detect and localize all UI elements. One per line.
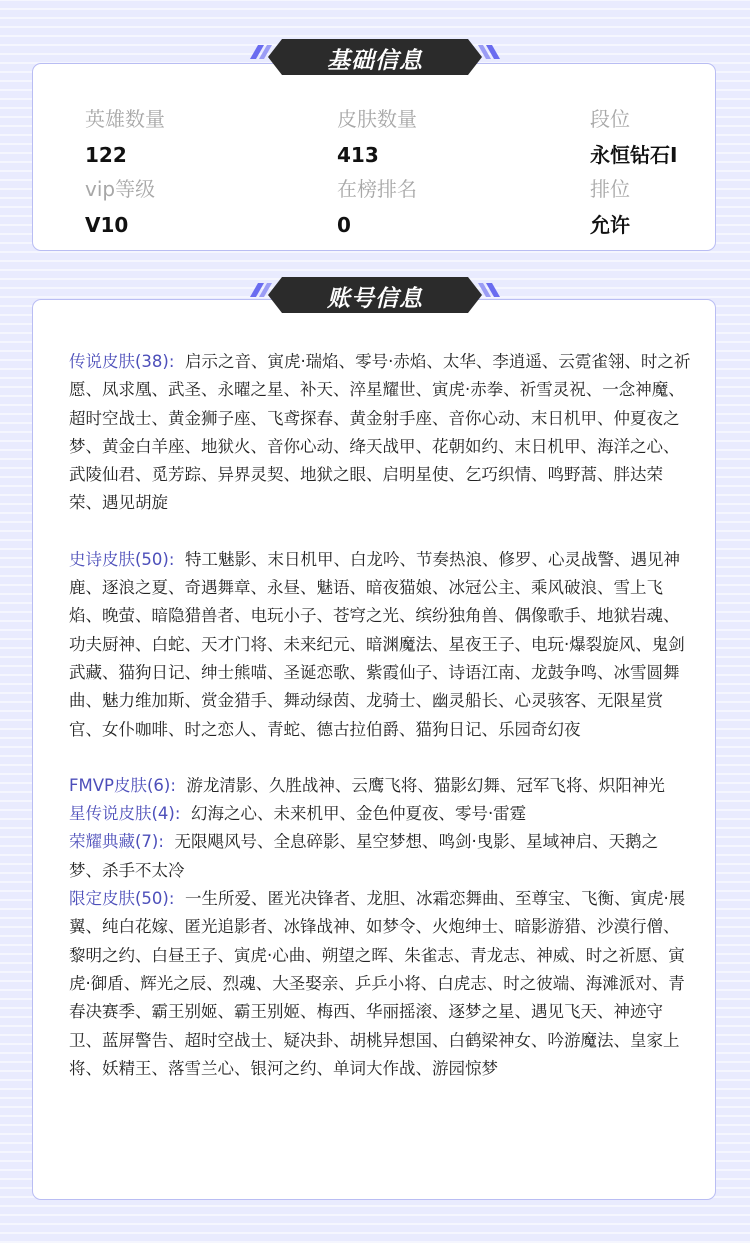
stat-ranked — [590, 176, 630, 238]
stat-value: 0 — [337, 213, 351, 237]
stat-label: 在榜排名 — [337, 177, 417, 201]
stat-value: 允许 — [590, 213, 630, 237]
stat-vip-level — [85, 176, 155, 238]
skin-category-label: FMVP皮肤(6): — [69, 775, 176, 795]
stat-skin-count — [337, 106, 417, 168]
skin-list — [69, 348, 691, 1083]
skin-category-label: 荣耀典藏(7): — [69, 832, 164, 852]
skin-group-limited — [69, 885, 691, 1083]
skin-group-glory-collection — [69, 828, 691, 885]
skin-items: 幻海之心、未来机甲、金色仲夏夜、零号·雷霆 — [190, 804, 527, 824]
skin-items: 一生所爱、匿光决锋者、龙胆、冰霜恋舞曲、至尊宝、飞衡、寅虎·展翼、纯白花嫁、匿光追影者、冰锋战神、如梦令、火炮绅士、暗影游猎、沙漠行僧、黎明之约、白昼王子、寅虎·心曲、朔望之晖、朱雀志、青龙志、神威、时之祈愿、寅虎·御盾、辉光之辰、烈魂、大圣娶亲、乒乒小将、白虎志、时之彼端、海滩派对、青春决赛季、霸王别姬、霸王别姬、梅西、华丽摇滚、逐梦之星、遇见飞天、神迹守卫、蓝屏警告、超时空战士、疑决卦、胡桃异想国、白鹤梁神女、吟游魔法、皇家上将、妖精王、落雪兰心、银河之约、单词大作战、游园惊梦 — [69, 889, 686, 1078]
skin-items: 特工魅影、末日机甲、白龙吟、节奏热浪、修罗、心灵战警、遇见神鹿、逐浪之夏、奇遇舞章、永昼、魅语、暗夜猫娘、冰冠公主、乘风破浪、雪上飞焰、晚萤、暗隐猎兽者、电玩小子、苍穹之光、缤纷独角兽、偶像歌手、地狱岩魂、功夫厨神、白蛇、天才门将、未来纪元、暗渊魔法、星夜王子、电玩·爆裂旋风、鬼剑武藏、猫狗日记、绅士熊喵、圣诞恋歌、紫霞仙子、诗语江南、龙鼓争鸣、冰雪圆舞曲、魅力维加斯、赏金猎手、舞动绿茵、龙骑士、幽灵船长、心灵骇客、无限星赏官、女仆咖啡、时之恋人、青蛇、德古拉伯爵、猫狗日记、乐园奇幻夜 — [69, 549, 685, 739]
stat-label: 排位 — [590, 177, 630, 201]
section-header-basic-info — [250, 37, 500, 85]
stat-label: vip等级 — [85, 177, 156, 201]
account-info-card — [32, 299, 716, 1200]
skin-category-label: 星传说皮肤(4): — [69, 804, 181, 824]
stat-rank-tier — [590, 106, 677, 168]
skin-items: 游龙清影、久胜战神、云鹰飞将、猫影幻舞、冠军飞将、炽阳神光 — [186, 775, 665, 795]
skin-group-fmvp — [69, 772, 691, 800]
section-title: 基础信息 — [327, 48, 423, 74]
stat-label: 段位 — [590, 107, 630, 131]
stat-value: V10 — [85, 213, 129, 237]
section-header-account-info — [250, 275, 500, 323]
section-title: 账号信息 — [327, 286, 423, 312]
stat-label: 皮肤数量 — [337, 107, 417, 131]
stat-value: 永恒钻石I — [590, 143, 678, 167]
skin-category-label: 传说皮肤(38): — [69, 352, 175, 371]
skin-items: 无限飓风号、全息碎影、星空梦想、鸣剑·曳影、星域神启、天鹅之梦、杀手不太冷 — [69, 832, 659, 880]
skin-items: 启示之音、寅虎·瑞焰、零号·赤焰、太华、李逍遥、云霓雀翎、时之祈愿、凤求凰、武圣、永曜之星、补天、淬星耀世、寅虎·赤拳、祈雪灵祝、一念神魔、超时空战士、黄金狮子座、飞鸢探春、黄金射手座、音你心动、末日机甲、仲夏夜之梦、黄金白羊座、地狱火、音你心动、绛天战甲、花朝如约、末日机甲、海洋之心、武陵仙君、觅芳踪、异界灵契、地狱之眼、启明星使、乞巧织情、鸣野蒿、胖达荣荣、遇见胡旋 — [69, 352, 691, 513]
stat-value: 413 — [337, 143, 379, 167]
basic-info-card — [32, 63, 716, 251]
skin-group-legendary — [69, 348, 691, 518]
skin-category-label: 限定皮肤(50): — [69, 889, 175, 909]
stat-value: 122 — [85, 143, 127, 167]
skin-category-label: 史诗皮肤(50): — [69, 549, 175, 569]
stat-leaderboard-rank — [337, 176, 417, 238]
skin-group-star-legend — [69, 800, 691, 828]
skin-group-epic — [69, 546, 691, 744]
stat-hero-count — [85, 106, 165, 168]
stat-label: 英雄数量 — [85, 107, 165, 131]
